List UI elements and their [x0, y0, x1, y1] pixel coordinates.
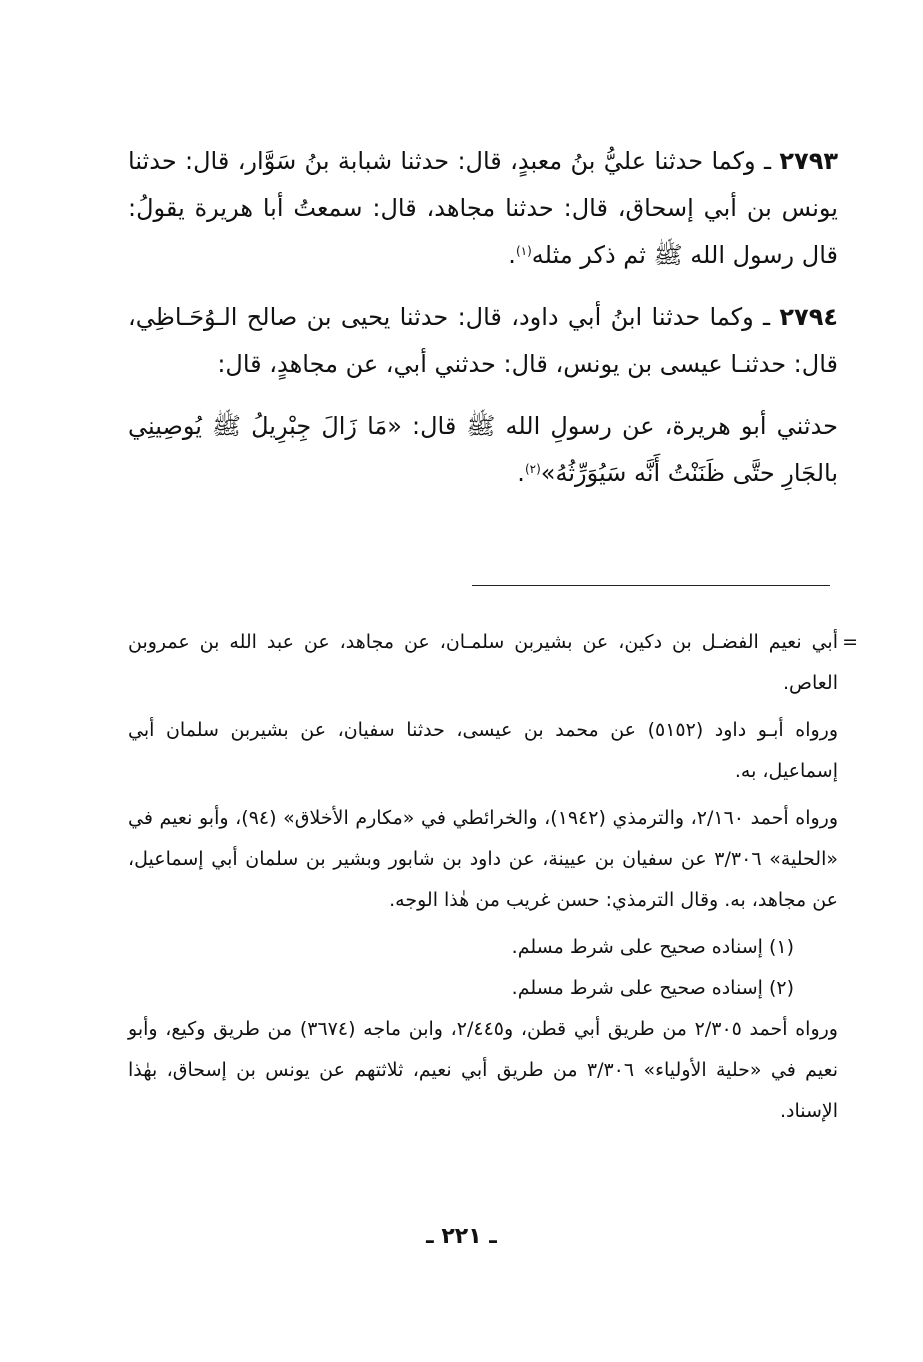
note-paragraph: ورواه أحمد ٢/١٦٠، والترمذي (١٩٤٢)، والخرائطي في «مكارم الأخلاق» (٩٤)، وأبو نعيم في «الحلية» ٣/٣٠٦ عن سفيان بن عيينة، عن داود بن شابور وبشير بن سلمان أبي إسماعيل، عن مجاهد، به. وقال الترمذي: حسن غريب من هٰذا الوجه. [128, 807, 838, 911]
hadith-isnad: ـ وكما حدثنا ابنُ أبي داود، قال: حدثنا يحيى بن صالح الـوُحَـاظِي، قال: حدثنـا عيسى بن يونس، قال: حدثني أبي، عن مجاهدٍ، قال: [128, 303, 838, 378]
footnote-ref: (١) [515, 244, 532, 258]
hadith-number: ٢٧٩٤ [779, 303, 838, 331]
continuation-mark: = [842, 631, 858, 653]
footnote-ref: (٢) [524, 462, 541, 476]
page-number: ـ ٢٢١ ـ [426, 1224, 497, 1249]
footnotes [128, 622, 858, 1138]
hadith-text: حدثني أبو هريرة، عن رسولِ الله ﷺ قال: «مَا زَالَ جِبْرِيلُ ﷺ يُوصِينِي بالجَارِ حتَّى ظَنَنْتُ أَنَّه سَيُوَرِّثُهُ» [128, 412, 838, 487]
note-paragraph: ورواه أبـو داود (٥١٥٢) عن محمد بن عيسى، حدثنا سفيان، عن بشيربن سلمان أبي إسماعيل، به. [128, 719, 838, 782]
hadith-2793 [128, 138, 838, 279]
hadith-2794-matn [128, 403, 838, 497]
note-paragraph: ورواه أحمد ٢/٣٠٥ من طريق أبي قطن، و٢/٤٤٥، وابن ماجه (٣٦٧٤) من طريق وكيع، وأبو نعيم في «حلية الأولياء» ٣/٣٠٦ من طريق أبي نعيم، ثلاثتهم عن يونس بن إسحاق، بهٰذا الإسناد. [128, 1018, 838, 1122]
hadith-2794 [128, 294, 838, 388]
hadith-number: ٢٧٩٣ [779, 147, 838, 175]
main-text [128, 138, 838, 512]
footnote-1: (١) إسناده صحيح على شرط مسلم. [511, 936, 794, 958]
footnote-2: (٢) إسناده صحيح على شرط مسلم. [511, 977, 794, 999]
footnote-separator [472, 585, 830, 586]
period: . [508, 241, 516, 269]
period: . [517, 459, 525, 487]
hadith-text: ـ وكما حدثنا عليُّ بنُ معبدٍ، قال: حدثنا شبابة بنُ سَوَّار، قال: حدثنا يونس بن أبي إسحاق، قال: حدثنا مجاهد، قال: سمعتُ أبا هريرة يقولُ: قال رسول الله ﷺ ثم ذكر مثله [128, 147, 838, 269]
note-paragraph: أبي نعيم الفضـل بن دكين، عن بشيربن سلمـان، عن مجاهد، عن عبد الله بن عمروبن العاص. [128, 631, 838, 694]
